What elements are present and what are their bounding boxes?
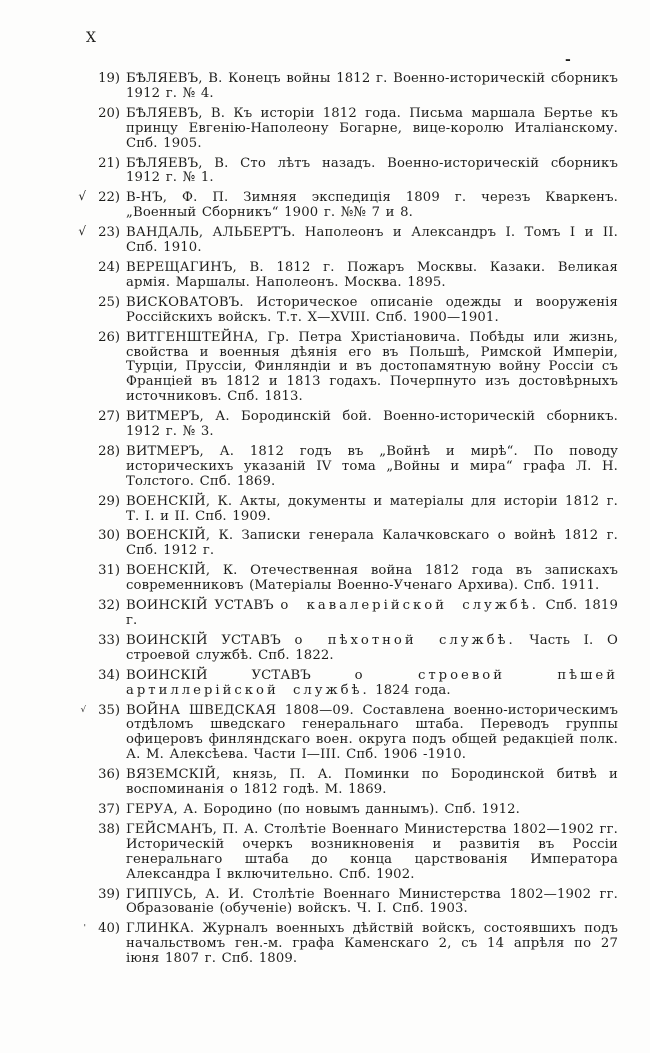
entry-number: 22): [98, 190, 120, 206]
entry-number: 28): [98, 443, 120, 459]
entry-number: 37): [98, 801, 120, 817]
entry-text: [126, 191, 618, 221]
list-item: [56, 157, 618, 187]
list-item: [56, 599, 618, 629]
list-item: [56, 107, 618, 152]
entry-number: 19): [98, 71, 120, 86]
entry-text-segment: ГЕРУА, А. Бородино (по новымъ даннымъ). Спб. 1912.: [126, 801, 520, 817]
entry-number: 32): [98, 598, 120, 614]
entry-number: 33): [98, 632, 120, 648]
entry-text: [126, 296, 618, 326]
entry-text: [126, 669, 618, 699]
entry-text: [126, 704, 618, 764]
list-item: [56, 768, 618, 798]
entry-number: 39): [98, 886, 120, 902]
list-item: [56, 529, 618, 559]
entry-text: [126, 107, 618, 152]
list-item: [56, 261, 618, 291]
entry-text: [126, 226, 618, 256]
entry-number: 27): [98, 409, 120, 425]
list-item: [56, 495, 618, 525]
entry-number: 38): [98, 821, 120, 837]
entry-text: [126, 768, 618, 798]
entry-text-segment: ВИТГЕНШТЕЙНА, Гр. Петра Христіановича. Побѣды или жизнь, свойства и военныя дѣянія его въ Польшѣ, Римской Имперіи, Турціи, Пруссіи, Финляндіи и въ достопамятную войну Россіи съ Франціей въ 1812 и 1813 годахъ. Почерпнуто изъ достовѣрныхъ источниковъ. Спб. 1813.: [126, 329, 618, 405]
entry-text: [126, 803, 618, 818]
entry-text-segment: БѢЛЯЕВЪ, В. Сто лѣтъ назадъ. Военно-историческій сборникъ 1912 г. № 1.: [126, 155, 618, 186]
entry-number: 21): [98, 155, 120, 171]
list-item: [56, 634, 618, 664]
page-number: X: [86, 30, 97, 46]
entry-number: 35): [98, 702, 120, 718]
list-item: [56, 445, 618, 490]
entry-text-segment: ВИТМЕРЪ, А. 1812 годъ въ „Войнѣ и мирѣ“. По поводу историческихъ указаній IV тома „Войны и мира“ графа Л. Н. Толстого. Спб. 1869.: [126, 443, 618, 489]
list-item: [56, 888, 618, 918]
entry-text-segment: ВОЕНСКІЙ, К. Записки генерала Калачковскаго о войнѣ 1812 г. Спб. 1912 г.: [126, 528, 618, 559]
list-item: [56, 823, 618, 883]
entry-text-segment: ВОЕНСКІЙ, К. Акты, документы и матеріалы для исторіи 1812 г. Т. I. и II. Спб. 1909.: [126, 493, 618, 524]
entry-text-segment: БѢЛЯЕВЪ, В. Конецъ войны 1812 г. Военно-историческій сборникъ 1912 г. № 4.: [126, 71, 618, 101]
entry-text: [126, 599, 618, 629]
list-item: [56, 331, 618, 406]
entry-text: [126, 261, 618, 291]
entry-number: 40): [98, 921, 120, 937]
entry-text-segment: ВОИНСКІЙ УСТАВЪ: [126, 667, 355, 683]
check-mark: √: [78, 224, 86, 239]
entry-text: [126, 529, 618, 559]
scan-artifact-dash: -: [565, 52, 571, 68]
entry-text: [126, 445, 618, 490]
entry-text-segment: ВИСКОВАТОВЪ. Историческое описаніе одежды и вооруженія Россійскихъ войскъ. Т.т. X—XVIII. Спб. 1900—1901.: [126, 294, 618, 325]
list-item: [56, 226, 618, 256]
entry-text: [126, 331, 618, 406]
entry-text-segment: ВЯЗЕМСКІЙ, князь, П. А. Поминки по Бородинской битвѣ и воспоминанія о 1812 годѣ. М. 1869.: [126, 767, 618, 798]
list-item: [56, 72, 618, 102]
entry-number: 20): [98, 105, 120, 121]
entry-text-segment: В-НЪ, Ф. П. Зимняя экспедиція 1809 г. черезъ Кваркенъ. „Военный Сборникъ“ 1900 г. №№ 7 и 8.: [126, 190, 618, 221]
bibliography-list: [56, 72, 618, 972]
entry-text-segment: ВОЙНА ШВЕДСКАЯ 1808—09. Составлена военно-историческимъ отдѣломъ шведскаго генеральнаго штаба. Переводъ группы офицеровъ финляндскаго воен. округа подъ общей редакціей полк. А. М. Алексѣева. Части I—III. Спб. 1906 -1910.: [126, 702, 618, 763]
list-item: [56, 704, 618, 764]
list-item: [56, 410, 618, 440]
entry-text: [126, 72, 618, 102]
entry-text-segment: ВАНДАЛЬ, АЛЬБЕРТЪ. Наполеонъ и Александръ I. Томъ I и II. Спб. 1910.: [126, 225, 618, 256]
entry-text-segment: ВОИНСКІЙ УСТАВЪ: [126, 632, 295, 648]
entry-number: 31): [98, 563, 120, 579]
entry-text: [126, 564, 618, 594]
entry-text-spaced-segment: о кавалерійской службѣ.: [280, 598, 539, 614]
entry-text-spaced-segment: о строевой пѣшей артиллерійской службѣ.: [126, 667, 618, 698]
entry-text: [126, 823, 618, 883]
check-mark: √: [80, 704, 86, 715]
entry-number: 25): [98, 294, 120, 310]
list-item: [56, 669, 618, 699]
list-item: [56, 922, 618, 967]
entry-number: 24): [98, 259, 120, 275]
entry-text: [126, 888, 618, 918]
entry-text: [126, 157, 618, 187]
list-item: [56, 296, 618, 326]
entry-text: [126, 410, 618, 440]
entry-text: [126, 634, 618, 664]
entry-number: 23): [98, 225, 120, 241]
entry-number: 30): [98, 528, 120, 544]
list-item: [56, 803, 618, 818]
entry-text: [126, 922, 618, 967]
entry-text-spaced-segment: о пѣхотной службѣ.: [294, 632, 516, 648]
check-mark: √: [78, 189, 86, 204]
entry-text-segment: ВИТМЕРЪ, А. Бородинскій бой. Военно-историческій сборникъ. 1912 г. № 3.: [126, 409, 618, 440]
entry-number: 34): [98, 667, 120, 683]
list-item: [56, 564, 618, 594]
entry-number: 36): [98, 767, 120, 783]
entry-text-segment: 1824 года.: [369, 682, 451, 698]
entry-text-segment: ГЕЙСМАНЪ, П. А. Столѣтіе Военнаго Министерства 1802—1902 гг. Историческій очеркъ возникновенія и развитія въ Россіи генеральнаго штаба до конца царствованія Императора Александра I включительно. Спб. 1902.: [126, 821, 619, 882]
entry-text-segment: ВОЕНСКІЙ, К. Отечественная война 1812 года въ запискахъ современниковъ (Матеріалы Военно-Ученаго Архива). Спб. 1911.: [126, 563, 618, 594]
entry-number: 26): [98, 329, 120, 345]
entry-text-segment: Часть I. О строевой службѣ. Спб. 1822.: [126, 632, 618, 663]
entry-text-segment: БѢЛЯЕВЪ, В. Къ исторіи 1812 года. Письма маршала Бертье къ принцу Евгенію-Наполеону Богарне, вице-королю Италіанскому. Спб. 1905.: [126, 105, 618, 151]
entry-text-segment: ГИПІУСЬ, А. И. Столѣтіе Военнаго Министерства 1802—1902 гг. Образованіе (обученіе) войскъ. Ч. I. Спб. 1903.: [126, 886, 618, 917]
entry-text-segment: ВОИНСКІЙ УСТАВЪ: [126, 598, 281, 614]
entry-number: 29): [98, 493, 120, 509]
entry-text-segment: ВЕРЕЩАГИНЪ, В. 1812 г. Пожаръ Москвы. Казаки. Великая армія. Маршалы. Наполеонъ. Москва. 1895.: [126, 259, 618, 290]
entry-text-segment: Спб. 1819 г.: [126, 598, 618, 628]
entry-text: [126, 495, 618, 525]
list-item: [56, 191, 618, 221]
entry-text-segment: ГЛИНКА. Журналъ военныхъ дѣйствій войскъ, состоявшихъ подъ начальствомъ ген.-м. графа Каменскаго 2, съ 14 апрѣля по 27 іюня 1807 г. Спб. 1809.: [126, 921, 618, 967]
check-mark: ': [83, 923, 86, 934]
